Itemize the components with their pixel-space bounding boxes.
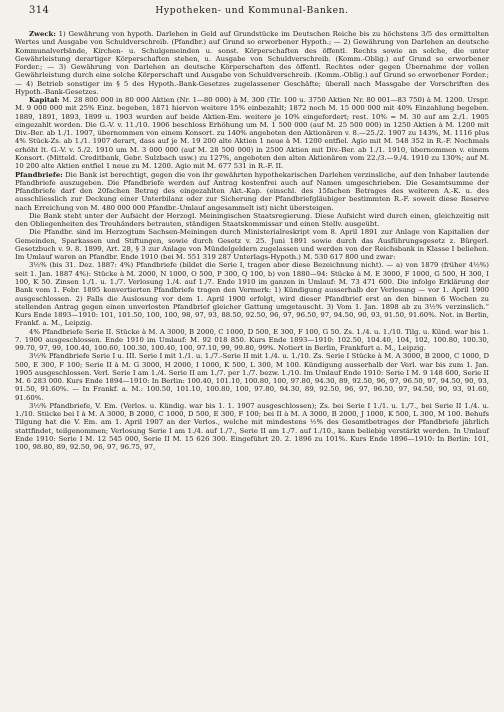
page-number: 314 (29, 5, 50, 16)
running-title: Hypotheken- und Kommunal-Banken. (155, 5, 349, 16)
paragraph-pfandbriefe (15, 171, 489, 212)
paragraph-text: 3½% Pfandbriefe Serie I u. III. Serie I mit 1./1. u. 1./7.-Serie II mit 1./4. u. 1./10. Zs. Serie I Stücke à M. A 3000, B 2000, C 1000, D 500, E 300, F 100; Serie II à M. G 3000, H 2000, I 1000, K 500, L 300, M 100. Kündigung ausserhalb der Verl. war bis zum 1. Jan. 1905 ausgeschlossen. Verl. Serie I am 1./4. Serie II am 1./7. per 1./7. bezw. 1./10. Im Umlauf Ende 1910: Serie I M. 9 148 600, Serie II M. 6 283 000. Kurs Ende 1894—1910: In Berlin: 100.40, 101.10, 100.80, 100, 97.80, 94.30, 89, 92.50, 96, 97, 96.50, 97, 94.50, 90, 93, 91.50, 91.60%. — In Frankf. a. M.: 100.50, 101.10, 100.80, 100, 97.80, 94.30, 89, 92.50, 96, 97, 96.50, 97, 94.50, 90, 93, 91.60, 91.60%. (15, 352, 489, 402)
paragraph-series-v (15, 402, 489, 452)
paragraph-series-i (15, 261, 489, 327)
paragraph-text: Die Bank ist berechtigt, gegen die von ihr gewährten hypothekarischen Darlehen verzinsliche, auf den Inhaber lautende Pfandbriefe auszugeben. Die Pfandbriefe werden auf Antrag kostenfrei auch auf Namen umgeschrieben. Die Gesamtsumme der Pfandbriefe darf den 20fachen Betrag des eingezahlten Akt.-Kap. (einschl. des 15fachen Betrages des weiteren A.-K. u. des ausschliesslich zur Deckung einer Unterbilanz oder zur Sicherung der Pfandbriefgläubiger bestimmten R.-F. soweit diese Reserve nach Erreichung von M. 480 000 000 Pfandbr.-Umlauf angesammelt ist) nicht übersteigen. (15, 170, 489, 212)
paragraph-series-i-iii (15, 352, 489, 402)
paragraph-capital (15, 96, 489, 170)
paragraph-admission (15, 228, 489, 261)
page-header (15, 4, 489, 17)
paragraph-text: Die Bank steht unter der Aufsicht der Herzogl. Meiningischen Staatsregierung. Diese Aufsicht wird durch einen, gleichzeitig mit den Obliegenheiten des Treuhänders betrauten, ständigen Staatskommissar und einen Stellv. ausgeübt. (15, 211, 489, 229)
paragraph-purpose (15, 30, 489, 96)
paragraph-series-ii (15, 328, 489, 353)
body-text (15, 30, 489, 452)
paragraph-text: M. 28 800 000 in 80 000 Aktien (Nr. 1—80 000) à M. 300 (Tlr. 100 u. 3750 Aktien Nr. 80 001—83 750) à M. 1200. Urspr. M. 9 000 000 mit 25% Einz. begeben, 1871 hiervon weitere 15% einbezahlt; 1872 noch M. 15 000 000 mit 40% Einzahlung begeben. 1889, 1891, 1893, 1899 u. 1903 wurden auf beide Aktien-Em. weitere je 10% eingefordert; rest. 10% = M. 30 auf am 2./1. 1905 eingezahlt worden. Die G.-V. v. 11./10. 1906 beschloss Erhöhung um M. 1 500 000 (auf M. 25 500 000) in 1250 Aktien à M. 1200 mit Div.-Ber. ab 1./1. 1907, übernommen von einem Konsort. zu 140% angeboten den Aktionären v. 8.—25./2. 1907 zu 143%, M. 1116 plus 4% Stück-Zs. ab 1./1. 1907 derart, dass auf je M. 19 200 alte Aktien 1 neue à M. 1200 entfiel. Agio mit M. 548 352 in R.-F. Nochmals erhöht lt. G.-V. v. 5./2. 1910 um M. 3 000 000 (auf M. 28 500 000) in 2500 Aktien mit Div.-Ber. ab 1./1. 1910, übernommen v. einem Konsort. (Mitteld. Creditbank, Gebr. Sulzbach usw.) zu 127%, angeboten den alten Aktionären vom 22./3.—9./4. 1910 zu 130%; auf M. 10 200 alte Aktien entfiel 1 neue zu M. 1200. Agio mit M. 677 531 in R.-F. II. (15, 96, 489, 171)
paragraph-supervision (15, 212, 489, 229)
section-label-pfandbriefe: Pfandbriefe: (15, 170, 63, 179)
paragraph-text: 3½% Pfandbriefe, V. Em. (Verlos. u. Kündig. war bis 1. 1. 1907 ausgeschlossen); Zs. bei Serie I 1./1. u. 1./7., bei Serie II 1./4. u. 1./10. Stücke bei I à M. A 3000, B 2000, C 1000, D 500, E 300, F 100; bei II à M. A 3000, B 2000, J 1000, K 500, L 300, M 100. Behufs Tilgung hat die V. Em. am 1. April 1907 an der Verlos., welche mit mindestens ½% des Gesamtbetrages der Pfandbriefe jährlich stattfindet, teilgenommen; Verlosung Serie I am 1./4. auf 1./7., Serie II am 1./7. auf 1./10., kann beliebig verstärkt werden. In Umlauf Ende 1910: Serie I M. 12 545 000, Serie II M. 15 626 300. Eingeführt 20. 2. 1896 zu 101%. Kurs Ende 1896—1910: In Berlin: 101, 100, 98.80, 89, 92.50, 96, 97, 96.75, 97, (15, 401, 489, 452)
section-label-capital: Kapital: (29, 96, 60, 105)
paragraph-text: 3½% (bis 31. Dez. 1887: 4%) Pfandbriefe (bildet die Serie I, tragen aber diese Bezeichnung nicht). — a) von 1879 (früher 4½%) seit 1. Jan. 1887 4%): Stücke à M. 2000, N 1000, O 500, P 300, Q 100, b) von 1880—94: Stücke à M. E 3000, F 1000, G 500, H 300, I 100, K 50. Zinsen 1./1. u. 1./7. Verlosung 1./4. auf 1./7. Ende 1910 im ganzen in Umlauf: M. 73 471 600. Die infolge Erklärung der Bank vom 1. Febr. 1895 konvertierten Pfandbriefe tragen den Vermerk: 1) Kündigung ausserhalb der Verlosung — vor 1. April 1900 ausgeschlossen. 2) Falls die Auslosung vor dem 1. April 1900 erfolgt, wird dieser Pfandbrief erst an den binnen 6 Wochen zu stellenden Antrag gegen einen unverlosten Pfandbrief gleicher Gattung umgetauscht. 3) Vom 1. Jan. 1898 ab zu 3½% verzinslich.“ Kurs Ende 1893—1910: 101, 101.50, 100, 100, 98, 97, 93, 88.50, 92.50, 96, 97, 96.50, 97, 94.50, 90, 93, 91.50, 91.60%. Not. in Berlin, Frankf. a. M., Leipzig. (15, 261, 489, 328)
section-label-purpose: Zweck: (29, 30, 56, 38)
paragraph-text: 4% Pfandbriefe Serie II. Stücke à M. A 3000, B 2000, C 1000, D 500, E 300, F 100, G 50. Zs. 1./4. u. 1./10. Tilg. u. Künd. war bis 1. 7. 1900 ausgeschlossen. Ende 1910 im Umlauf: M. 92 018 850. Kurs Ende 1893—1910: 102.50, 104.40, 104, 102, 100.80, 100.30, 99.70, 97, 99, 100.40, 100.60, 100.30, 100.40, 100, 97.10, 99, 99.80, 99%. Notiert in Berlin, Frankfurt a. M., Leipzig. (15, 327, 489, 353)
paragraph-text: Die Pfandbr. sind im Herzogtum Sachsen-Meiningen durch Ministerialreskript vom 8. April 1891 zur Anlage von Kapitalien der Gemeinden, Sparkassen und Stiftungen, sowie durch Gesetz v. 25. Juni 1891 sowie durch das Ausführungsgesetz z. Bürgerl. Gesetzbuch v. 9. 8. 1899, Art. 28, § 3 zur Anlage von Mündelgeldern zugelassen und werden von der Reichsbank in Klasse I beliehen. Im Umlauf waren an Pfandbr. Ende 1910 (bei M. 551 319 287 Unterlags-Hypoth.) M. 530 617 800 und zwar: (15, 228, 489, 262)
paragraph-text: 1) Gewährung von hypoth. Darlehen in Geld auf Grundstücke im Deutschen Reiche bis zu höchstens 3/5 des ermittelten Wertes und Ausgabe von Schuldverschreib. (Pfandbr.) auf Grund so erworbener Hypoth.; — 2) Gewährung von Darlehen an deutsche Kommunalverbände, Kirchen- u. Schulgemeinden u. sonst. Körperschaften des öffentl. Rechts sowie an solche, die unter Gewährleistung derartiger Körperschaften stehen, u. Ausgabe von Schuldverschreib. (Komm.-Oblig.) auf Grund so erworbener Forder.; — 3) Gewährung von Darlehen an deutsche Körperschaften des öffentl. Rechtes oder gegen Übernahme der vollen Gewährleistung durch eine solche Körperschaft und Ausgabe von Schuldverschreib. (Komm.-Oblig.) auf Grund so erworbener Forder.; — 4) Betrieb sonstiger im § 5 des Hypoth.-Bank-Gesetzes zugelassener Geschäfte; überall nach Massgabe der Vorschriften des Hypoth.-Bank-Gesetzes. (15, 30, 489, 96)
